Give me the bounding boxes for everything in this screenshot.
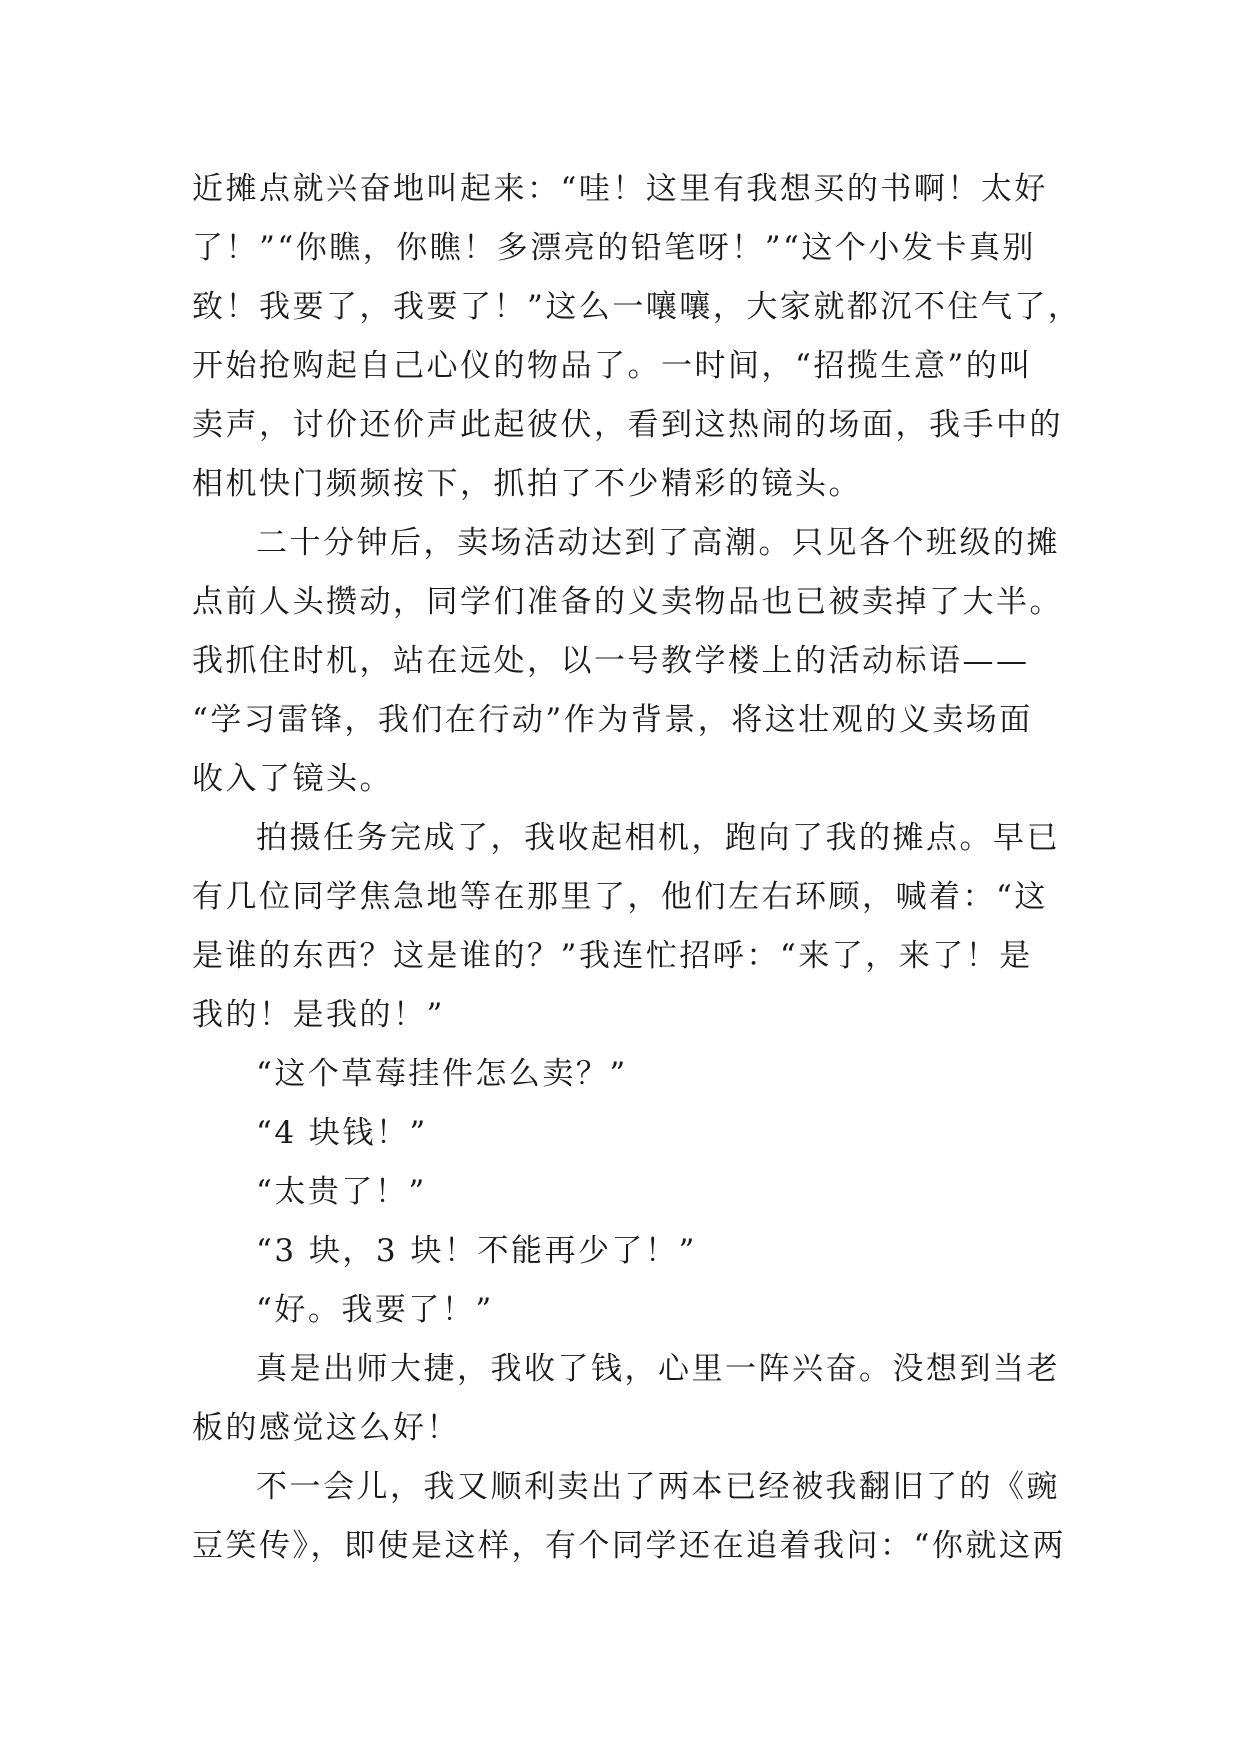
text-line: 开始抢购起自己心仪的物品了。一时间，“招揽生意”的叫 <box>192 348 1033 384</box>
text-line: “这个草莓挂件怎么卖？” <box>256 1056 628 1092</box>
text-line: 板的感觉这么好！ <box>192 1410 460 1446</box>
text-line: 我的！是我的！” <box>192 997 445 1033</box>
text-line: 相机快门频频按下，抓拍了不少精彩的镜头。 <box>192 466 862 502</box>
text-line: 了！”“你瞧，你瞧！多漂亮的铅笔呀！”“这个小发卡真别 <box>192 230 1036 266</box>
text-line: 收入了镜头。 <box>192 761 393 797</box>
text-line: 是谁的东西？这是谁的？”我连忙招呼：“来了，来了！是 <box>192 938 1033 974</box>
text-line: “太贵了！” <box>256 1174 427 1210</box>
text-line: “好。我要了！” <box>256 1292 494 1328</box>
text-line: 豆笑传》，即使是这样，有个同学还在追着我问：“你就这两 <box>192 1528 1066 1564</box>
document-body <box>192 160 1082 1576</box>
text-line: 我抓住时机，站在远处，以一号教学楼上的活动标语—— <box>192 643 1030 679</box>
text-line: “3 块，3 块！不能再少了！” <box>256 1233 697 1269</box>
text-line: 不一会儿，我又顺利卖出了两本已经被我翻旧了的《豌 <box>256 1469 1060 1505</box>
text-line: “学习雷锋，我们在行动”作为背景，将这壮观的义卖场面 <box>192 702 1033 738</box>
text-line: 有几位同学焦急地等在那里了，他们左右环顾，喊着：“这 <box>192 879 1048 915</box>
text-line: 真是出师大捷，我收了钱，心里一阵兴奋。没想到当老 <box>256 1351 1060 1387</box>
text-line: 二十分钟后，卖场活动达到了高潮。只见各个班级的摊 <box>256 525 1060 561</box>
text-line: “4 块钱！” <box>256 1115 428 1151</box>
text-line: 致！我要了，我要了！”这么一嚷嚷，大家就都沉不住气了， <box>192 289 1082 325</box>
text-line: 卖声，讨价还价声此起彼伏，看到这热闹的场面，我手中的 <box>192 407 1063 443</box>
text-line: 拍摄任务完成了，我收起相机，跑向了我的摊点。早已 <box>256 820 1060 856</box>
text-line: 点前人头攒动，同学们准备的义卖物品也已被卖掉了大半。 <box>192 584 1063 620</box>
text-line: 近摊点就兴奋地叫起来：“哇！这里有我想买的书啊！太好 <box>192 171 1048 207</box>
